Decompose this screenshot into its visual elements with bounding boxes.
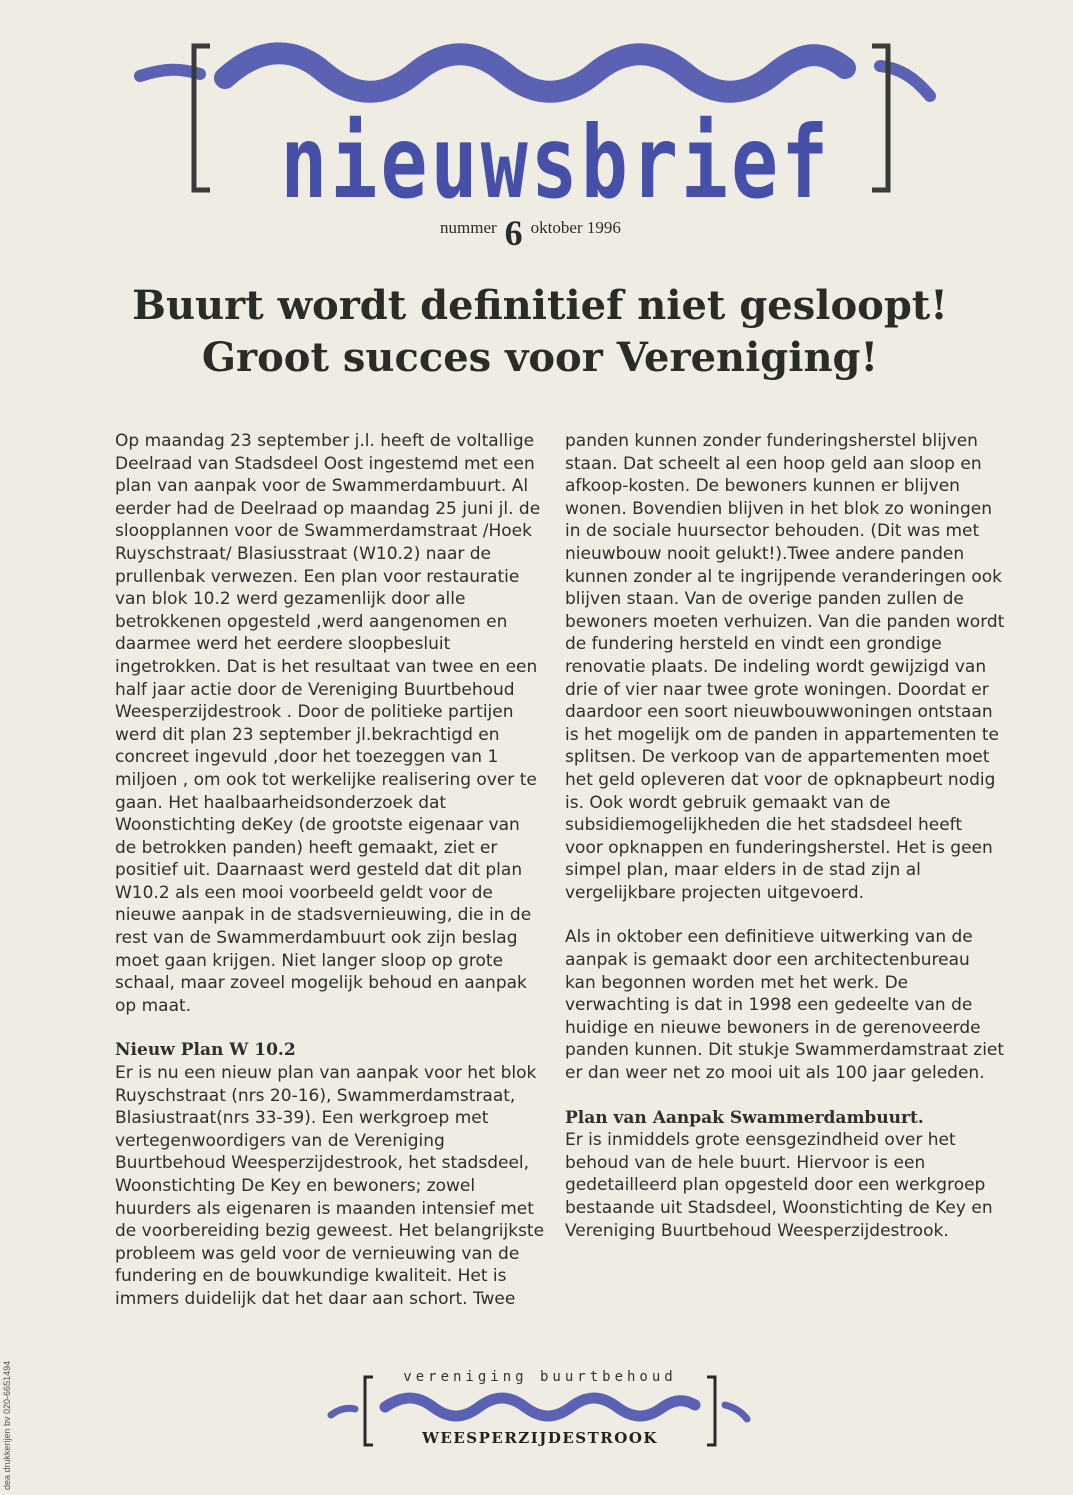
left-column bbox=[115, 430, 545, 1311]
issue-date: oktober 1996 bbox=[530, 218, 621, 237]
issue-label: nummer bbox=[440, 218, 497, 237]
issue-number: 6 bbox=[504, 213, 523, 253]
footer-association-area: WEESPERZIJDESTROOK bbox=[422, 1429, 658, 1447]
right-column bbox=[565, 430, 1005, 1242]
schedule-paragraph: Als in oktober een definitieve uitwerking van de aanpak is gemaakt door een architectenbureau kan begonnen worden met het werk. De verwachting is dat in 1998 een gedeelte van de huidige en nieuwe bewoners in de gerenoveerde panden kunnen. Dit stukje Swammerdamstraat ziet er dan weer net zo mooi uit als 100 jaar geleden. bbox=[565, 927, 1005, 1084]
nieuw-plan-paragraph: Er is nu een nieuw plan van aanpak voor het blok Ruyschstraat (nrs 20-16), Swammerdamstraat, Blasiustraat(nrs 33-39). Een werkgroep met vertegenwoordigers van de Vereniging Buurtbehoud Weesperzijdestrook, het stadsdeel, Woonstichting De Key en bewoners; zowel huurders als eigenaren is maanden intensief met de voorbereiding bezig geweest. Het belangrijkste probleem was geld voor de vernieuwing van de fundering en de bouwkundige kwaliteit. Het is immers duidelijk dat het daar aan schort. Twee bbox=[115, 1063, 545, 1309]
subheading-nieuw-plan: Nieuw Plan W 10.2 bbox=[115, 1040, 296, 1061]
intro-paragraph: Op maandag 23 september j.l. heeft de voltallige Deelraad van Stadsdeel Oost ingestemd met een plan van aanpak voor de Swammerdambuurt. Al eerder had de Deelraad op maandag 25 juni jl. de sloopplannen voor de Swammerdamstraat /Hoek Ruyschstraat/ Blasiusstraat (W10.2) naar de prullenbak verwezen. Een plan voor restauratie van blok 10.2 werd gezamenlijk door alle betrokkenen opgesteld ,werd aangenomen en daarmee werd het eerdere sloopbesluit ingetrokken. Dat is het resultaat van twee en een half jaar actie door de Vereniging Buurtbehoud Weesperzijdestrook . Door de politieke partijen werd dit plan 23 september jl.bekrachtigd en concreet ingevuld ,door het toezeggen van 1 miljoen , om ook tot werkelijke realisering over te gaan. Het haalbaarheidsonderzoek dat Woonstichting deKey (de grootste eigenaar van de betrokken panden) heeft gemaakt, ziet er positief uit. Daarnaast werd gesteld dat dit plan W10.2 als een mooi voorbeeld geldt voor de nieuwe aanpak in de stadsvernieuwing, die in de rest van de Swammerdambuurt ook zijn beslag moet gaan krijgen. Niet langer sloop op grote schaal, maar zoveel mogelijk behoud en aanpak op maat. bbox=[115, 431, 541, 1016]
subheading-plan-van-aanpak: Plan van Aanpak Swammerdambuurt. bbox=[565, 1107, 924, 1128]
printer-credit: dea drukkerijen bv 020-6651494 bbox=[2, 1360, 12, 1490]
masthead-title: nieuwsbrief bbox=[280, 104, 832, 221]
continuation-paragraph: panden kunnen zonder funderingsherstel blijven staan. Dat scheelt al een hoop geld aan sloop en afkoop-kosten. De bewoners kunnen er blijven wonen. Bovendien blijven in het blok zo woningen in de sociale huursector behouden. (Dit was met nieuwbouw nooit gelukt!).Twee andere panden kunnen zonder al te ingrijpende veranderingen ook blijven staan. Van de overige panden zullen de bewoners moeten verhuizen. Van die panden wordt de fundering hersteld en vindt een grondige renovatie plaats. De indeling wordt gewijzigd van drie of vier naar twee grote woningen. Doordat er daardoor een soort nieuwbouwwoningen ontstaan is het mogelijk om de panden in appartementen te splitsen. De verkoop van de appartementen moet het geld opleveren dat voor de opknapbeurt nodig is. Ook wordt gebruik gemaakt van de subsidiemogelijkheden die het stadsdeel heeft voor opknappen en funderingsherstel. Het is geen simpel plan, maar elders in de stad zijn al vergelijkbare projecten uitgevoerd. bbox=[565, 431, 1005, 903]
headline-line-1: Buurt wordt definitief niet gesloopt! bbox=[132, 282, 948, 329]
plan-van-aanpak-paragraph: Er is inmiddels grote eensgezindheid over het behoud van de hele buurt. Hiervoor is een gedetailleerd plan opgesteld door een werkgroep bestaande uit Stadsdeel, Woonstichting de Key en Vereniging Buurtbehoud Weesperzijdestrook. bbox=[565, 1130, 993, 1241]
issue-line bbox=[440, 213, 700, 254]
masthead bbox=[110, 38, 950, 221]
association-logo bbox=[325, 1365, 755, 1465]
headline-line-2: Groot succes voor Vereniging! bbox=[201, 334, 879, 381]
headline bbox=[80, 280, 1000, 384]
footer-association-name: vereniging buurtbehoud bbox=[403, 1369, 677, 1385]
